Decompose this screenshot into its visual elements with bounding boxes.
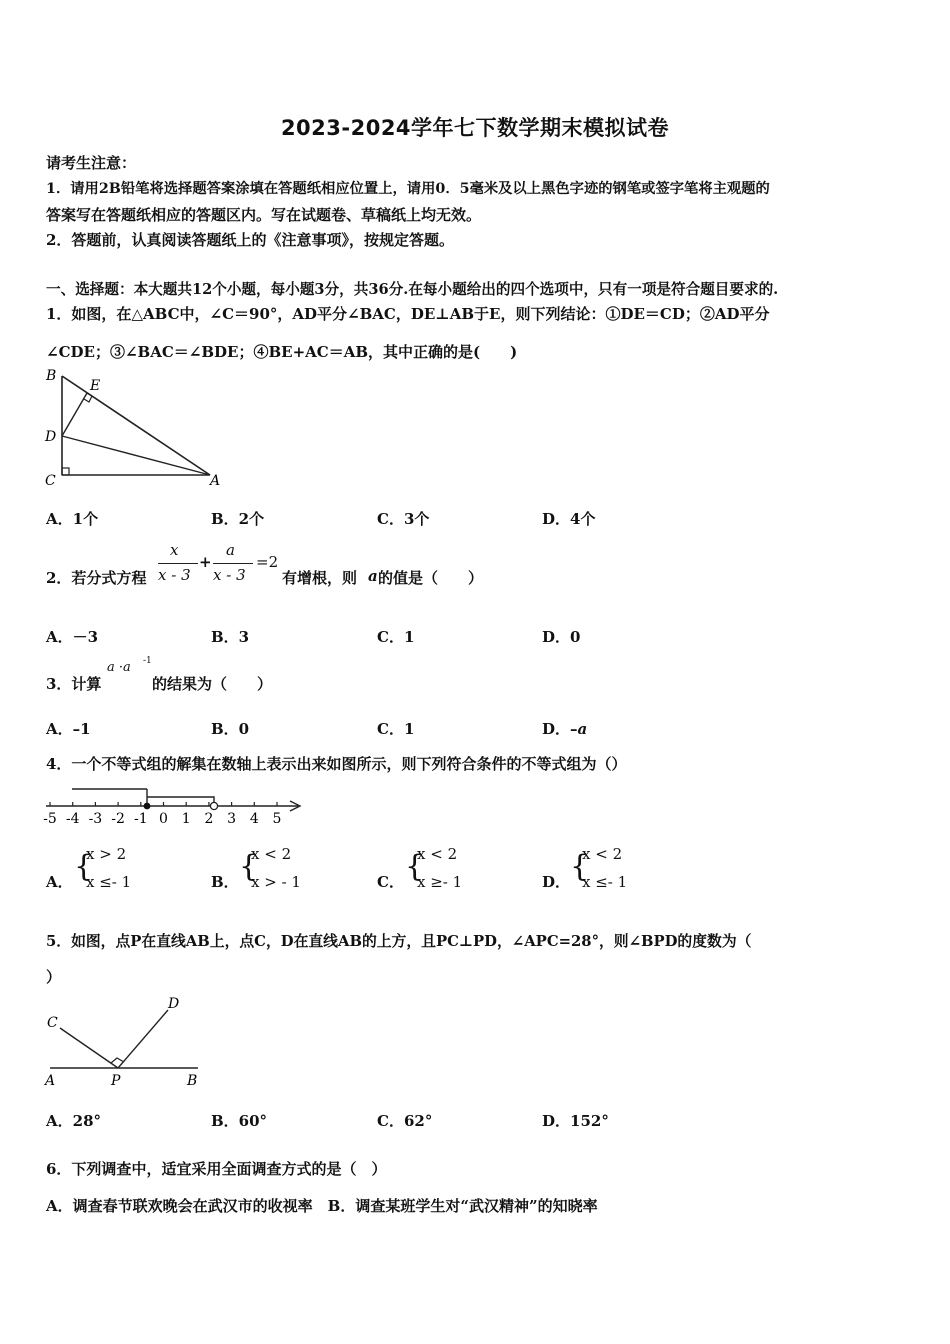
tick-label: -5 xyxy=(43,811,57,827)
q1-text-line1: 1．如图，在△ABC中，∠C＝90°，AD平分∠BAC，DE⊥AB于E，则下列结论：①DE＝CD；②AD平分 xyxy=(46,305,770,323)
q4-option-c-bottom: x ≥- 1 xyxy=(417,873,463,891)
q4-option-a-top: x > 2 xyxy=(86,845,127,863)
section-heading: 一、选择题：本大题共12个小题，每小题3分，共36分.在每小题给出的四个选项中，只有一项是符合题目要求的. xyxy=(46,281,779,298)
q5-option-b[interactable]: B．60° xyxy=(211,1112,268,1130)
q4-option-c-brace: { xyxy=(405,849,425,884)
q3-exponent: -1 xyxy=(143,656,152,666)
q4-option-a-bottom: x ≤- 1 xyxy=(86,873,132,891)
q6-options-ab[interactable]: A．调查春节联欢晚会在武汉市的收视率 B．调查某班学生对“武汉精神”的知晓率 xyxy=(46,1197,598,1215)
q3-option-d-label: D．– xyxy=(542,720,578,738)
q2-denominator-2: x - 3 xyxy=(213,566,246,584)
label-B: B xyxy=(46,368,57,384)
q1-option-a[interactable]: A．1个 xyxy=(46,510,99,528)
q2-equals: =2 xyxy=(256,553,279,571)
tick-label: 4 xyxy=(249,811,259,827)
q2-fraction-bar-1 xyxy=(158,563,198,564)
label-P: P xyxy=(111,1073,121,1089)
q4-number-line xyxy=(40,778,310,830)
q4-option-d-bottom: x ≤- 1 xyxy=(582,873,628,891)
q2-option-b[interactable]: B．3 xyxy=(211,628,250,646)
label-B: B xyxy=(187,1073,198,1089)
q1-option-b[interactable]: B．2个 xyxy=(211,510,265,528)
q4-option-d-top: x < 2 xyxy=(582,845,623,863)
q2-suffix-b: 的值是（ ） xyxy=(378,569,484,587)
q4-option-d-label[interactable]: D． xyxy=(542,873,571,891)
label-D: D xyxy=(45,429,57,445)
q3-prefix: 3．计算 xyxy=(46,675,102,693)
q5-option-a[interactable]: A．28° xyxy=(46,1112,102,1130)
q1-option-d[interactable]: D．4个 xyxy=(542,510,596,528)
q5-text-line1: 5．如图，点P在直线AB上，点C，D在直线AB的上方，且PC⊥PD，∠APC=28°，则∠BPD的度数为（ xyxy=(46,933,752,950)
q5-option-d[interactable]: D．152° xyxy=(542,1112,609,1130)
q4-option-b-brace: { xyxy=(239,849,259,884)
label-A: A xyxy=(210,473,221,489)
q4-option-c-top: x < 2 xyxy=(417,845,458,863)
q4-option-c-label[interactable]: C． xyxy=(377,873,404,891)
tick-label: -3 xyxy=(88,811,103,827)
tick-label: -1 xyxy=(133,811,148,827)
q5-option-c[interactable]: C．62° xyxy=(377,1112,433,1130)
q2-numerator-2: a xyxy=(226,541,235,559)
q5-text-line2: ） xyxy=(46,968,62,986)
q3-option-d[interactable] xyxy=(542,718,587,739)
q4-option-b-label[interactable]: B． xyxy=(211,873,239,891)
label-D: D xyxy=(168,996,180,1012)
q2-option-c[interactable]: C．1 xyxy=(377,628,415,646)
q2-option-a[interactable]: A．－3 xyxy=(46,628,99,646)
label-C: C xyxy=(47,1015,58,1031)
notice-line-1a: 1．请用2B铅笔将选择题答案涂填在答题纸相应位置上，请用0．5毫米及以上黑色字迹的钢笔或签字笔将主观题的 xyxy=(46,181,770,197)
hollow-point xyxy=(210,802,217,809)
label-E: E xyxy=(90,378,101,394)
label-C: C xyxy=(45,473,56,489)
q2-denominator-1: x - 3 xyxy=(158,566,191,584)
q3-option-c[interactable]: C．1 xyxy=(377,720,415,738)
q3-expression: a ·a xyxy=(107,660,131,675)
tick-label: -2 xyxy=(111,811,125,827)
q6-text: 6．下列调查中，适宜采用全面调查方式的是（ ） xyxy=(46,1160,387,1178)
tick-label: 5 xyxy=(272,811,282,827)
q2-option-d[interactable]: D．0 xyxy=(542,628,581,646)
notice-heading: 请考生注意： xyxy=(46,154,137,172)
q3-option-a[interactable]: A．–1 xyxy=(46,720,91,738)
q1-triangle-figure xyxy=(40,364,230,494)
q2-numerator-1: x xyxy=(170,541,179,559)
q4-option-b-bottom: x > - 1 xyxy=(251,873,301,891)
q3-option-b[interactable]: B．0 xyxy=(211,720,250,738)
q2-fraction-bar-2 xyxy=(213,563,253,564)
tick-label: 1 xyxy=(181,811,191,827)
q4-option-a-label[interactable]: A． xyxy=(46,873,73,891)
q3-suffix: 的结果为（ ） xyxy=(152,675,273,693)
q1-option-c[interactable]: C．3个 xyxy=(377,510,430,528)
q5-angle-figure xyxy=(40,990,210,1090)
page-title: 2023-2024学年七下数学期末模拟试卷 xyxy=(280,116,670,140)
notice-line-1b: 答案写在答题纸相应的答题区内。写在试题卷、草稿纸上均无效。 xyxy=(46,206,482,224)
tick-label: 2 xyxy=(204,811,214,827)
notice-line-2: 2．答题前，认真阅读答题纸上的《注意事项》，按规定答题。 xyxy=(46,231,454,249)
q2-suffix-a: 有增根，则 xyxy=(282,569,358,587)
tick-label: -4 xyxy=(65,811,80,827)
q4-option-b-top: x < 2 xyxy=(251,845,292,863)
q4-text: 4．一个不等式组的解集在数轴上表示出来如图所示，则下列符合条件的不等式组为（） xyxy=(46,755,627,773)
q2-prefix: 2．若分式方程 xyxy=(46,569,147,587)
q4-option-a-brace: { xyxy=(74,849,94,884)
q4-option-d-brace: { xyxy=(570,849,590,884)
q3-option-d-var: a xyxy=(577,720,588,738)
tick-label: 0 xyxy=(159,811,168,827)
q2-var-a: a xyxy=(368,567,378,585)
q1-text-line2: ∠CDE；③∠BAC＝∠BDE；④BE+AC＝AB，其中正确的是( ) xyxy=(46,343,518,361)
solid-point xyxy=(144,803,151,810)
tick-label: 3 xyxy=(227,811,237,827)
q2-plus: + xyxy=(199,553,212,571)
label-A: A xyxy=(45,1073,56,1089)
